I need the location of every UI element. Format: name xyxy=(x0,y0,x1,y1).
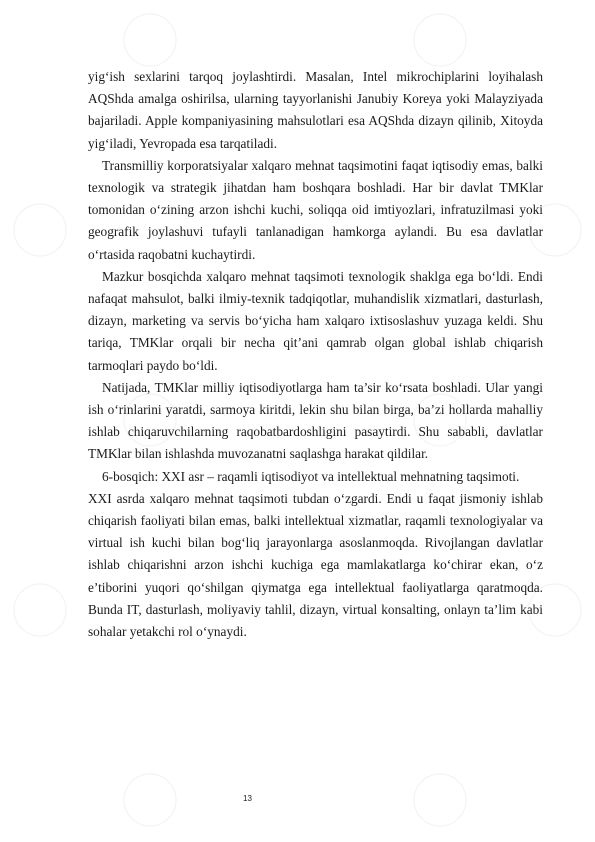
paragraph-5: XXI asrda xalqaro mehnat taqsimoti tubdan o‘zgardi. Endi u faqat jismoniy ishlab chiqarish faoliyati bilan emas, balki intellektual xizmatlar, raqamli texnologiyalar va virtual ish kuchi bilan bog‘liq jarayonlarga asoslanmoqda. Rivojlangan davlatlar ishlab chiqarishni arzon ishchi kuchiga ega mamlakatlarga ko‘chirar ekan, o‘z e’tiborini yuqori qo‘shilgan qiymatga ega intellektual faoliyatlarga qaratmoqda. Bunda IT, dasturlash, moliyaviy tahlil, dizayn, virtual konsalting, onlayn ta’lim kabi sohalar yetakchi rol o‘ynaydi. xyxy=(88,490,543,640)
section-heading: 6-bosqich: XXI asr – raqamli iqtisodiyot va intellektual mehnatning taqsimoti. xyxy=(102,468,520,484)
paragraph-1: yig‘ish sexlarini tarqoq joylashtirdi. Masalan, Intel mikrochiplarini loyihalash AQShda amalga oshirilsa, ularning tayyorlanishi Janubiy Koreya yoki Malayziyada bajariladi. Apple kompaniyasining mahsulotlari esa AQShda dizayn qilinib, Xitoyda yig‘iladi, Yevropada esa tarqatiladi. xyxy=(88,69,543,151)
paragraph-2: Transmilliy korporatsiyalar xalqaro mehnat taqsimotini faqat iqtisodiy emas, balki texnologik va strategik jihatdan ham boshqara boshladi. Har bir davlat TMKlar tomonidan o‘zining arzon ishchi kuchi, soliqqa oid imtiyozlari, infratuzilmasi yoki geografik joylashuvi tufayli tanlanadigan hamkorga aylandi. Bu esa davlatlar o‘rtasida raqobatni kuchaytirdi. xyxy=(88,157,543,262)
paragraph-4: Natijada, TMKlar milliy iqtisodiyotlarga ham ta’sir ko‘rsata boshladi. Ular yangi ish o‘rinlarini yaratdi, sarmoya kiritdi, lekin shu bilan birga, ba’zi hollarda mahalliy ishlab chiqaruvchilarning raqobatbardoshligini pasaytirdi. Shu sababli, davlatlar TMKlar bilan ishlashda muvozanatni saqlashga harakat qildilar. xyxy=(88,379,543,462)
document-body xyxy=(88,66,543,643)
page-number: 13 xyxy=(243,794,252,803)
paragraph-3: Mazkur bosqichda xalqaro mehnat taqsimoti texnologik shaklga ega bo‘ldi. Endi nafaqat mahsulot, balki ilmiy-texnik tadqiqotlar, muhandislik xizmatlari, dasturlash, dizayn, marketing va servis bo‘yicha ham xalqaro ixtisoslashuv yuzaga keldi. Shu tariqa, TMKlar orqali bir necha qit’ani qamrab olgan global ishlab chiqarish tarmoqlari paydo bo‘ldi. xyxy=(88,268,543,373)
